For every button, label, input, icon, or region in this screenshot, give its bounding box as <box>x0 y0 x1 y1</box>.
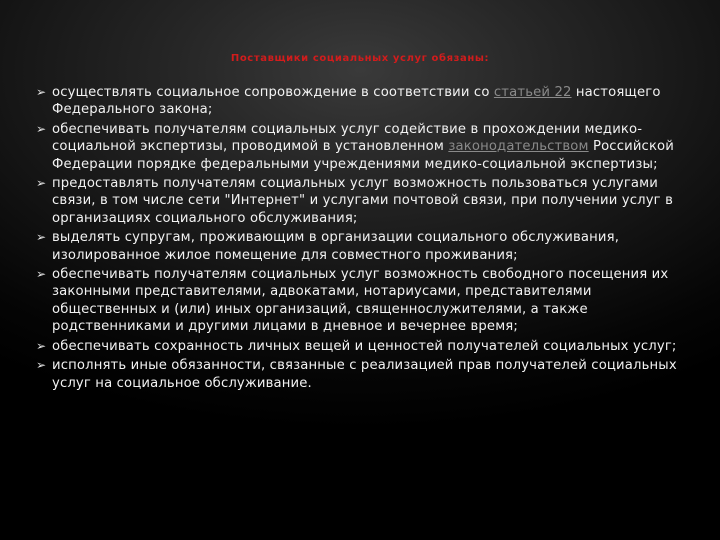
law-article-link[interactable]: статьей 22 <box>493 85 572 100</box>
item-text: обеспечивать получателям социальных услуг содействие в прохождении медико-социальной экспертизы, проводимой в установленном <box>52 121 643 155</box>
list-item <box>36 229 686 264</box>
list-item <box>36 266 686 336</box>
arrow-bullet-icon: ➢ <box>36 338 47 353</box>
arrow-bullet-icon: ➢ <box>36 358 47 373</box>
item-text: выделять супругам, проживающим в организации социального обслуживания, изолированное жилое помещение для совместного проживания; <box>52 230 620 263</box>
slide-title: Поставщики социальных услуг обязаны: <box>230 53 490 64</box>
arrow-bullet-icon: ➢ <box>36 230 47 245</box>
list-item <box>36 338 686 355</box>
arrow-bullet-icon: ➢ <box>36 176 47 191</box>
item-text: исполнять иные обязанности, связанные с реализацией прав получателей социальных услуг на социальное обслуживание. <box>52 358 677 391</box>
item-text: настоящего Федерального закона; <box>52 85 661 118</box>
list-item <box>36 175 686 227</box>
arrow-bullet-icon: ➢ <box>36 267 47 282</box>
list-item <box>36 121 686 173</box>
item-text: осуществлять социальное сопровождение в соответствии со <box>52 85 494 100</box>
list-item <box>36 84 686 119</box>
legislation-link[interactable]: законодательством <box>448 139 589 155</box>
item-text: Российской Федерации порядке федеральными учреждениями медико-социальной экспертизы; <box>52 139 675 172</box>
obligations-list <box>36 84 686 394</box>
list-item <box>36 357 686 392</box>
item-text: обеспечивать сохранность личных вещей и ценностей получателей социальных услуг; <box>52 338 677 354</box>
arrow-bullet-icon: ➢ <box>36 85 47 99</box>
item-text: предоставлять получателям социальных услуг возможность пользоваться услугами связи, в том числе сети "Интернет" и услугами почтовой связи, при получении услуг в организациях социального обслуживания; <box>52 176 674 226</box>
item-text: обеспечивать получателям социальных услуг возможность свободного посещения их законными представителями, адвокатами, нотариусами, представителями общественных и (или) иных организаций, священнослужителями, а также родственниками и другими лицами в дневное и вечернее время; <box>52 267 669 335</box>
arrow-bullet-icon: ➢ <box>36 121 47 136</box>
